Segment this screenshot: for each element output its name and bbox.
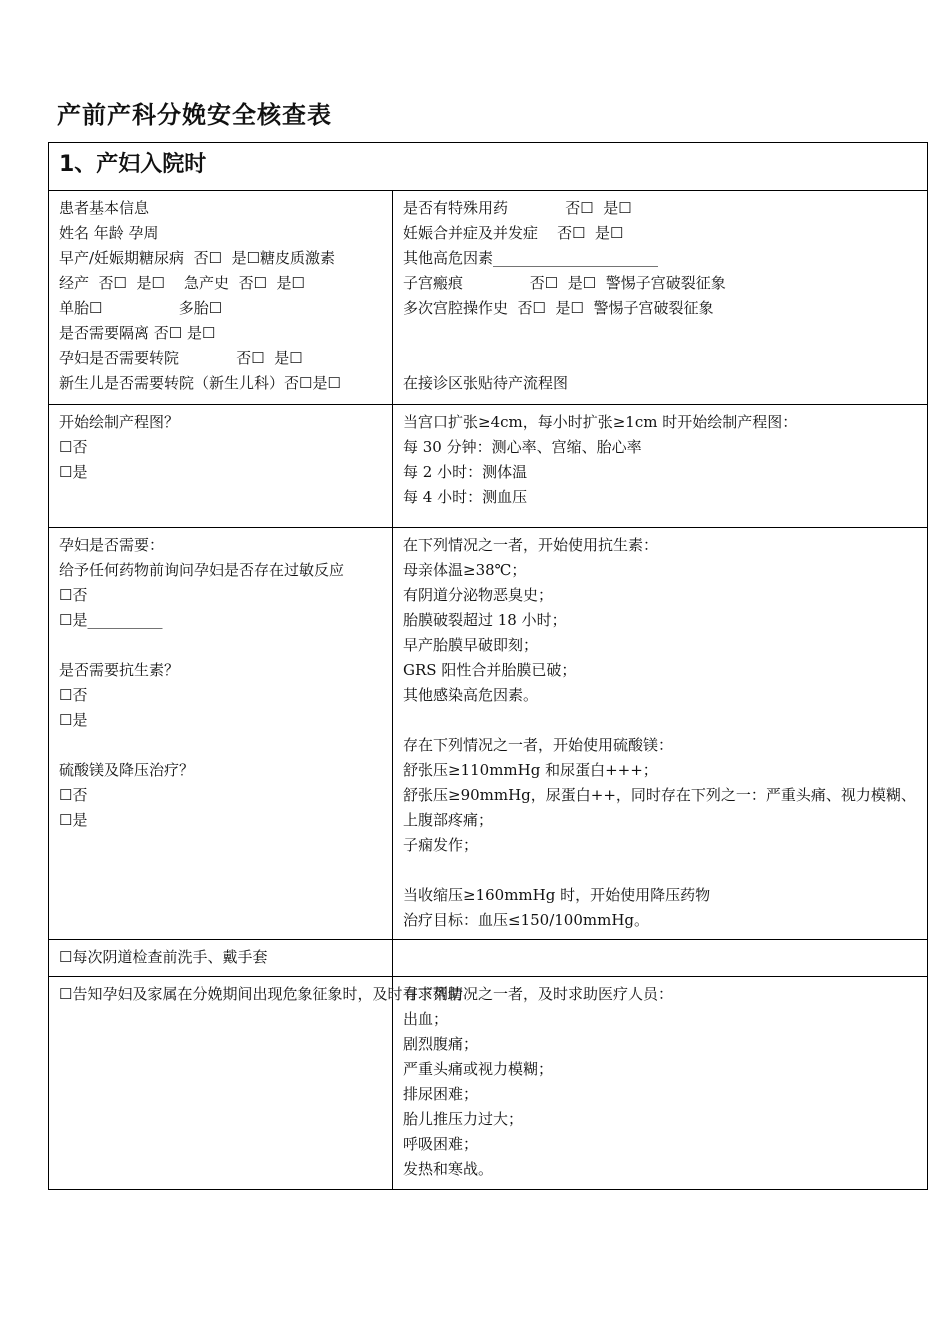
left-cell-line: 给予任何药物前询问孕妇是否存在过敏反应 xyxy=(59,561,345,579)
right-cell-line: 严重头痛或视力模糊； xyxy=(403,1060,554,1078)
left-cell-line: 是否需要抗生素？ xyxy=(59,661,180,679)
right-cell-line: 子宫瘢痕 否☐ 是☐ 警惕子宫破裂征象 xyxy=(403,274,726,292)
right-cell-line: 呼吸困难； xyxy=(403,1135,479,1153)
left-cell-line: ☐告知孕妇及家属在分娩期间出现危象征象时，及时寻求帮助 xyxy=(59,985,463,1003)
left-cell-line: 是否需要隔离 否☐ 是☐ xyxy=(59,324,216,342)
right-cell-line: 胎儿推压力过大； xyxy=(403,1110,524,1128)
table-row xyxy=(49,528,928,940)
left-cell-line: ☐否 xyxy=(59,686,88,704)
table-row xyxy=(49,405,928,528)
checklist-table xyxy=(48,142,928,1190)
left-cell-line: 姓名 年龄 孕周 xyxy=(59,224,159,242)
left-cell-line: 早产/妊娠期糖尿病 否☐ 是☐糖皮质激素 xyxy=(59,249,336,267)
right-cell-line: 早产胎膜早破即刻； xyxy=(403,636,539,654)
right-cell-line: 胎膜破裂超过 18 小时； xyxy=(403,611,567,629)
right-cell xyxy=(393,405,928,528)
right-cell-line: 排尿困难； xyxy=(403,1085,479,1103)
right-cell-line: 存在下列情况之一者，开始使用硫酸镁： xyxy=(403,736,674,754)
left-cell-line: 开始绘制产程图？ xyxy=(59,413,180,431)
left-cell-line: 新生儿是否需要转院（新生儿科）否☐是☐ xyxy=(59,374,341,392)
right-cell-line: 舒张压≥90mmHg，尿蛋白++，同时存在下列之一：严重头痛、视力模糊、上腹部疼痛； xyxy=(403,786,916,829)
left-cell-line: 孕妇是否需要： xyxy=(59,536,165,554)
section-header-row xyxy=(49,143,928,191)
right-cell-line: 每 4 小时：测血压 xyxy=(403,488,528,506)
left-cell xyxy=(49,528,393,940)
right-cell-line: 每 30 分钟：测心率、宫缩、胎心率 xyxy=(403,438,642,456)
table-row xyxy=(49,977,928,1190)
right-cell-line: 舒张压≥110mmHg 和尿蛋白+++； xyxy=(403,761,658,779)
left-cell-line xyxy=(59,633,382,658)
right-cell-line xyxy=(403,708,917,733)
left-cell-line: ☐否 xyxy=(59,438,88,456)
section-heading: 1、产妇入院时 xyxy=(49,143,928,191)
right-cell-line: 出血； xyxy=(403,1010,449,1028)
table-row xyxy=(49,940,928,977)
right-cell-line: 剧烈腹痛； xyxy=(403,1035,479,1053)
right-cell-line: GRS 阳性合并胎膜已破； xyxy=(403,661,577,679)
right-cell-line: 在接诊区张贴待产流程图 xyxy=(403,374,569,392)
left-cell-line: 经产 否☐ 是☐ 急产史 否☐ 是☐ xyxy=(59,274,306,292)
left-cell-line: ☐是__________ xyxy=(59,611,163,629)
left-cell xyxy=(49,405,393,528)
right-cell-line: 有阴道分泌物恶臭史； xyxy=(403,586,554,604)
left-cell-line: 单胎☐ 多胎☐ xyxy=(59,299,223,317)
right-cell-line: 其他感染高危因素。 xyxy=(403,686,539,704)
left-cell xyxy=(49,191,393,405)
right-cell-line: 子痫发作； xyxy=(403,836,479,854)
left-cell-line: ☐是 xyxy=(59,711,88,729)
right-cell-line: 当宫口扩张≥4cm，每小时扩张≥1cm 时开始绘制产程图： xyxy=(403,413,798,431)
left-cell-line: ☐否 xyxy=(59,786,88,804)
right-cell xyxy=(393,940,928,977)
right-cell-line: 妊娠合并症及并发症 否☐ 是☐ xyxy=(403,224,624,242)
right-cell xyxy=(393,191,928,405)
left-cell-line: 患者基本信息 xyxy=(59,199,150,217)
left-cell-line: ☐每次阴道检查前洗手、戴手套 xyxy=(59,948,268,966)
right-cell-line: 是否有特殊用药 否☐ 是☐ xyxy=(403,199,632,217)
right-cell-line: 多次宫腔操作史 否☐ 是☐ 警惕子宫破裂征象 xyxy=(403,299,714,317)
left-cell-line: 孕妇是否需要转院 否☐ 是☐ xyxy=(59,349,303,367)
right-cell xyxy=(393,528,928,940)
right-cell-line xyxy=(403,858,917,883)
right-cell-line xyxy=(403,321,917,346)
right-cell-line: 在下列情况之一者，开始使用抗生素： xyxy=(403,536,659,554)
right-cell-line: 母亲体温≥38℃； xyxy=(403,561,527,579)
right-cell-line xyxy=(403,346,917,371)
right-cell-line: 治疗目标：血压≤150/100mmHg。 xyxy=(403,911,650,929)
page-title: 产前产科分娩安全核查表 xyxy=(57,101,332,129)
left-cell-line: ☐否 xyxy=(59,586,88,604)
right-cell-line: 其他高危因素______________________ xyxy=(403,249,659,267)
left-cell-line: ☐是 xyxy=(59,811,88,829)
right-cell-line: 发热和寒战。 xyxy=(403,1160,494,1178)
right-cell-line: 每 2 小时：测体温 xyxy=(403,463,528,481)
left-cell xyxy=(49,940,393,977)
left-cell-line xyxy=(59,733,382,758)
right-cell-line: 当收缩压≥160mmHg 时，开始使用降压药物 xyxy=(403,886,711,904)
left-cell-line: ☐是 xyxy=(59,463,88,481)
right-cell-line: 有下列情况之一者，及时求助医疗人员： xyxy=(403,985,674,1003)
table-row xyxy=(49,191,928,405)
left-cell-line: 硫酸镁及降压治疗？ xyxy=(59,761,195,779)
right-cell xyxy=(393,977,928,1190)
